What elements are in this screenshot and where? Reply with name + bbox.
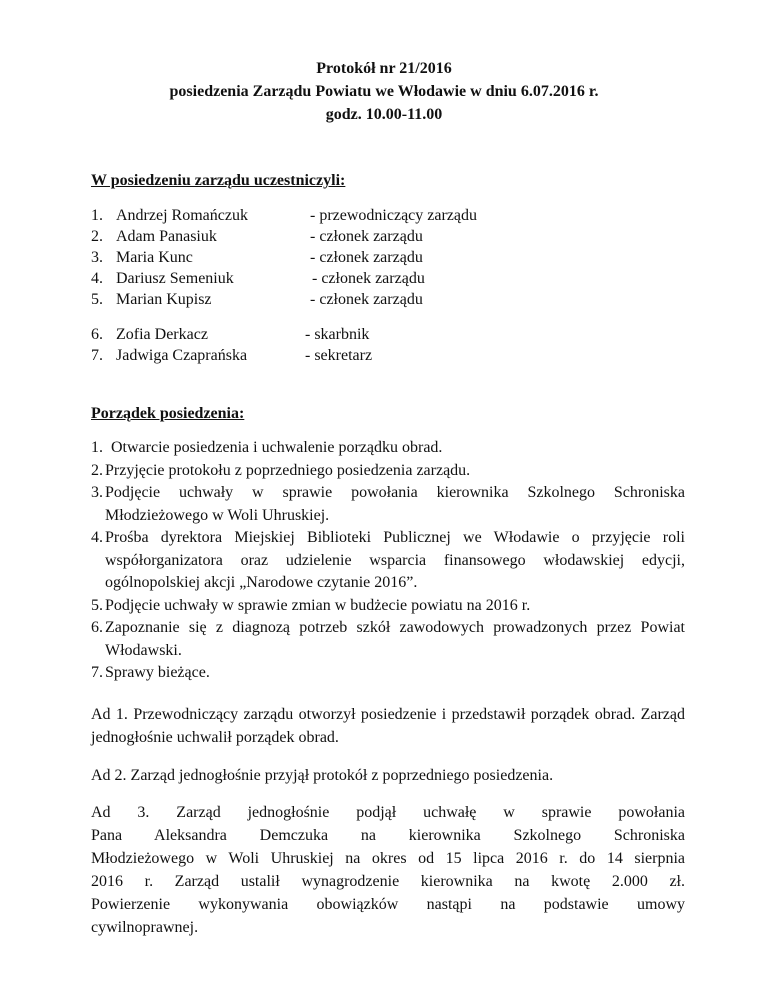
- agenda-item-text: Prośba dyrektora Miejskiej Biblioteki Publicznej we Włodawie o przyjęcie roli współorganizatora oraz udzielenie wsparcia finansowego włodawskiej edycji, ogólnopolskiej akcji „Narodowe czytanie 2016”.: [105, 529, 685, 591]
- agenda-item-number: 5.: [91, 596, 103, 614]
- participant-number: 7.: [91, 347, 103, 364]
- agenda-item: [91, 482, 685, 527]
- participant-name: Dariusz Semeniuk: [116, 270, 234, 287]
- agenda-item-number: 4.: [91, 529, 103, 546]
- participant-number: 5.: [91, 291, 103, 308]
- participant-number: 3.: [91, 249, 103, 266]
- agenda-item-number: 3.: [91, 484, 103, 501]
- participant-row: [91, 324, 691, 345]
- minutes-ad3-line: Młodzieżowego w Woli Uhruskiej na okres od 15 lipca 2016 r. do 14 sierpnia: [91, 850, 685, 867]
- participant-row: [91, 289, 691, 310]
- participant-row: [91, 226, 691, 247]
- agenda-heading: Porządek posiedzenia:: [91, 405, 245, 422]
- participant-number: 2.: [91, 228, 103, 245]
- participant-role: - członek zarządu: [312, 270, 425, 287]
- participant-role: - członek zarządu: [310, 291, 423, 308]
- agenda-item: [91, 527, 685, 595]
- participant-role: - skarbnik: [305, 326, 370, 343]
- agenda-item-number: 6.: [91, 619, 103, 636]
- agenda-item-number: 1.: [91, 439, 103, 456]
- agenda-item-text: Sprawy bieżące.: [105, 664, 210, 681]
- minutes-ad3-line: Powierzenie wykonywania obowiązków nastąpi na podstawie umowy: [91, 896, 685, 913]
- agenda-item-text: Przyjęcie protokołu z poprzedniego posiedzenia zarządu.: [105, 461, 471, 479]
- participant-row: [91, 247, 691, 268]
- meeting-time: godz. 10.00-11.00: [325, 106, 443, 123]
- participants-heading: W posiedzeniu zarządu uczestniczyli:: [91, 172, 346, 189]
- participant-row: [91, 345, 691, 366]
- minutes-ad3: [91, 801, 685, 939]
- minutes-ad3-line: Ad 3. Zarząd jednogłośnie podjął uchwałę w sprawie powołania: [91, 804, 685, 821]
- participant-name: Maria Kunc: [116, 249, 193, 266]
- participant-name: Marian Kupisz: [116, 291, 212, 308]
- minutes-ad3-line: Pana Aleksandra Demczuka na kierownika Szkolnego Schroniska: [91, 827, 685, 844]
- agenda-item-text: Otwarcie posiedzenia i uchwalenie porządku obrad.: [111, 439, 443, 456]
- agenda-item: [91, 460, 685, 483]
- participant-name: Andrzej Romańczuk: [116, 207, 248, 224]
- agenda-item: [91, 437, 685, 460]
- agenda-item-number: 7.: [91, 664, 103, 681]
- participant-number: 1.: [91, 207, 103, 224]
- agenda-list: [91, 437, 685, 685]
- participant-name: Adam Panasiuk: [116, 228, 217, 245]
- minutes-ad2: Ad 2. Zarząd jednogłośnie przyjął protokół z poprzedniego posiedzenia.: [91, 767, 554, 784]
- agenda-item-text: Zapoznanie się z diagnozą potrzeb szkół zawodowych prowadzonych przez Powiat Włodawski.: [105, 619, 685, 659]
- participant-role: - członek zarządu: [310, 249, 423, 266]
- meeting-subtitle: posiedzenia Zarządu Powiatu we Włodawie w dniu 6.07.2016 r.: [169, 83, 599, 100]
- participant-role: - przewodniczący zarządu: [310, 207, 477, 224]
- agenda-item: [91, 595, 685, 618]
- participant-number: 6.: [91, 326, 103, 343]
- agenda-item: [91, 617, 685, 662]
- participant-name: Zofia Derkacz: [116, 326, 208, 343]
- participant-role: - sekretarz: [305, 347, 373, 364]
- participant-number: 4.: [91, 270, 103, 287]
- participant-row: [91, 205, 691, 226]
- agenda-item: [91, 662, 685, 685]
- participant-row: [91, 268, 691, 289]
- minutes-ad1: Ad 1. Przewodniczący zarządu otworzył posiedzenie i przedstawił porządek obrad. Zarząd jednogłośnie uchwalił porządek obrad.: [91, 706, 685, 746]
- agenda-item-number: 2.: [91, 461, 103, 479]
- agenda-item-text: Podjęcie uchwały w sprawie zmian w budżecie powiatu na 2016 r.: [105, 596, 531, 614]
- agenda-item-text: Podjęcie uchwały w sprawie powołania kierownika Szkolnego Schroniska Młodzieżowego w Woli Uhruskiej.: [105, 484, 685, 524]
- protocol-title: Protokół nr 21/2016: [316, 60, 452, 77]
- minutes-ad3-line: cywilnoprawnej.: [91, 919, 199, 936]
- minutes-ad3-line: 2016 r. Zarząd ustalił wynagrodzenie kierownika na kwotę 2.000 zł.: [91, 873, 685, 890]
- participant-name: Jadwiga Czaprańska: [116, 347, 248, 364]
- participant-role: - członek zarządu: [310, 228, 423, 245]
